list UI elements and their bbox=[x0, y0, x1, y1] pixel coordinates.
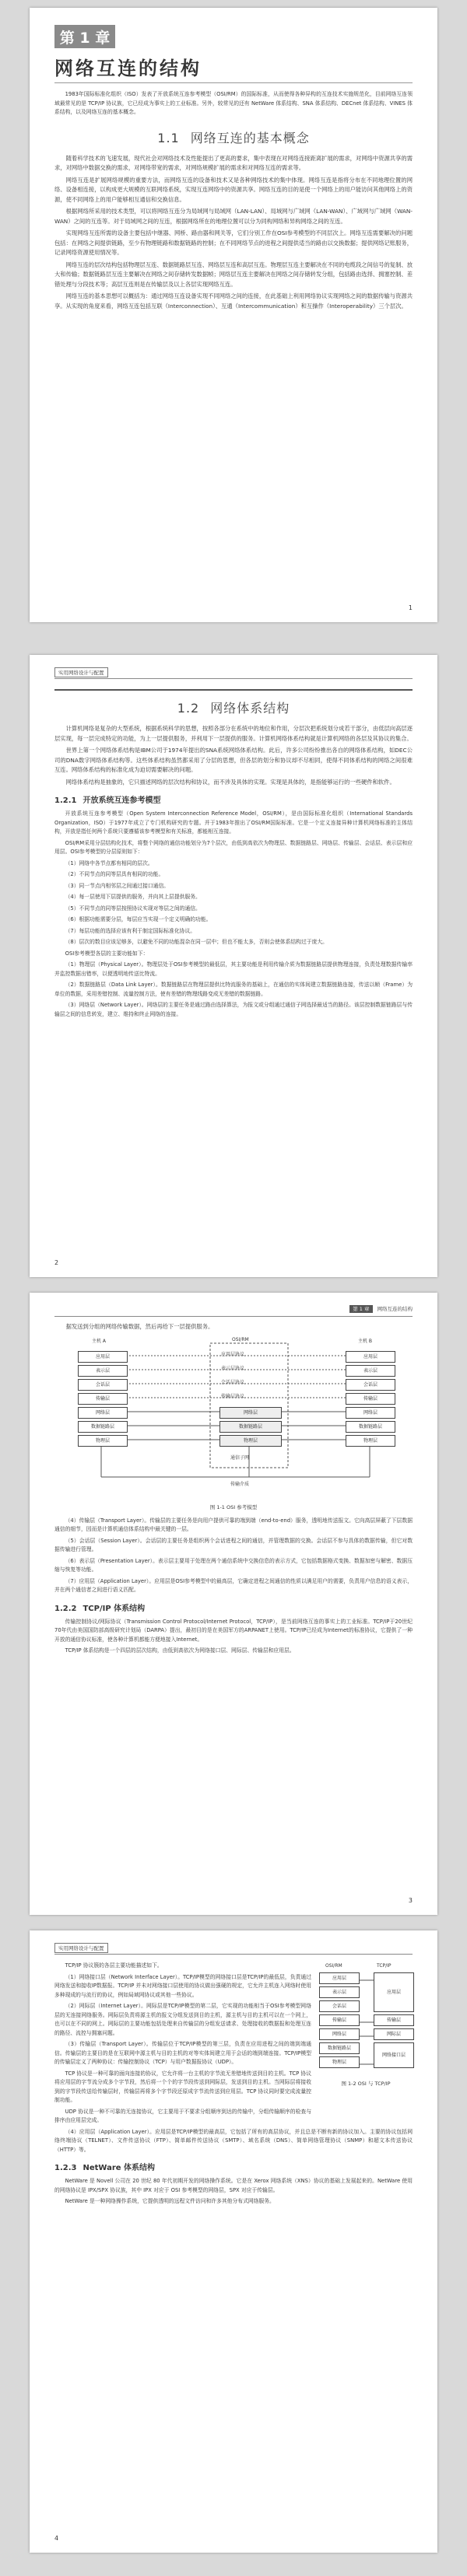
section-number: 1.1 bbox=[157, 130, 180, 145]
protocol-label: 传输层协议 bbox=[221, 1393, 245, 1399]
subnet-label: 通信子网 bbox=[230, 1454, 250, 1461]
paragraph: （6）表示层（Presentation Layer）。表示层主要用于处理在两个通信系统中交换信息的表示方式，它包括数据格式变换、数据加密与解密、数据压缩与恢复等功能。 bbox=[54, 1557, 413, 1573]
header-rule bbox=[54, 1316, 413, 1317]
paragraph: （3）传输层（Transport Layer）。传输层位于TCP/IP模型的第三层，负责在应用进程之间的端到端通信。传输层的主要目的是在互联网中源主机与目的主机的对等实体间建立用于会话的端到端连接。TCP/IP模型的传输层定义了两种协议：传输控制协议（TCP）与用户数据报协议（UDP）。 bbox=[54, 2041, 311, 2065]
subsection-heading bbox=[54, 2161, 413, 2172]
paragraph: （4）传输层（Transport Layer）。传输层的主要任务是向用户提供可靠的端到端（end-to-end）服务，透明地传送报文。它向高层屏蔽了下层数据通信的细节，因而是计算机通信体系结构中最关键的一层。 bbox=[54, 1517, 413, 1532]
list-item: （1）物理层（Physical Layer）。物理层处于OSI参考模型的最低层，其主要功能是利用传输介质为数据链路层提供物理连接，负责处理数据传输率并监控数据出错率，以便透明地传送比特流。 bbox=[54, 961, 413, 977]
paragraph: NetWare 是 Novell 公司在 20 世纪 80 年代初期开发的网络操作系统。它是在 Xerox 网络系统（XNS）协议的基础上发展起来的。NetWare 使用的网络协议是 IPX/SPX 协议族，其中 IPX 对应于 OSI 参考模型的网络层，SPX 对应于传输层。 bbox=[54, 2178, 413, 2193]
host-b-label: 主机 B bbox=[358, 1338, 373, 1344]
subsection-number: 1.2.2 bbox=[54, 1604, 77, 1613]
list-item: （4）每一层使用下层提供的服务，并向其上层提供服务。 bbox=[65, 894, 201, 900]
osi-layer-box: 应用层 bbox=[319, 1972, 360, 1984]
section-top-rule bbox=[54, 689, 413, 691]
list-item: （3）同一节点内相邻层之间通过接口通信。 bbox=[65, 882, 170, 889]
paragraph: 世界上第一个网络体系结构是IBM公司于1974年提出的SNA系统网络体系结构。此后，许多公司纷纷推出各自的网络体系结构，如DEC公司的DNA数字网络体系结构等。这些体系结构虽然都采用了分层的思想，但各层的划分和协议却不尽相同，使得不同体系结构的网络之间很难互连。网络体系结构的标准化成为迫切需要解决的问题。 bbox=[54, 747, 413, 773]
list-item: （2）不同节点的同等层具有相同的功能。 bbox=[65, 871, 164, 877]
paragraph: 网络互连的基本思想可以概括为：通过网络互连设备实现不同网络之间的连接，在此基础上利用网络协议实现网络之间的数据传输与资源共享。从实现的角度来看，网络互连包括互联（Interconnection）、互通（Intercommunication）和互操作（Interoperability）三个层次。 bbox=[54, 292, 413, 310]
paragraph: 计算机网络是复杂的大型系统，根据系统科学的思想，按照各部分在系统中的地位和作用，分层次把系统划分成若干部分，由低层向高层逐层实现，每一层完成特定的功能，为上一层提供服务，并利用下一层提供的服务。计算机网络体系结构就是计算机网络的各层及其协议的集合。 bbox=[54, 725, 413, 742]
chapter-label: 第 1 章 bbox=[54, 25, 115, 48]
paragraph: 根据网络所采用的技术类型，可以将网络互连分为局域网与局域网（LAN-LAN）、局域网与广域网（LAN-WAN）、广域网与广域网（WAN-WAN）之间的互连等。对于局域网之间的互连，根据网络所在的地理位置可以分为同构网络和异构网络之间的互连。 bbox=[54, 208, 413, 225]
page-2-body bbox=[54, 689, 413, 1277]
paragraph: 实现网络互连所需的设备主要包括中继器、网桥、路由器和网关等，它们分别工作在OSI参考模型的不同层次上。网络互连需要解决的问题包括：在网络之间提供链路，至少有物理链路和数据链路的控制；在不同网络节点的进程之间提供适当的路由以交换数据；提供网络记账服务，记录网络资源使用情况等。 bbox=[54, 229, 413, 256]
page-number: 2 bbox=[54, 1259, 59, 1266]
osi-layer-box: 数据链路层 bbox=[319, 2042, 360, 2054]
osi-layer-box: 数据链路层 bbox=[346, 1421, 395, 1433]
paragraph: （7）应用层（Application Layer）。应用层是OSI参考模型中的最高层，它确定进程之间通信的性质以满足用户的需要，负责用户信息的语义表示，并在两个通信者之间进行语义匹配。 bbox=[54, 1577, 413, 1593]
paragraph: （5）会话层（Session Layer）。会话层的主要任务是组织两个会话进程之间的通信，并管理数据的交换。会话层不参与具体的数据传输，但它对数据传输进行管理。 bbox=[54, 1537, 413, 1552]
list-item: （7）每层功能的选择应该有利于制定国际标准化协议。 bbox=[65, 927, 196, 934]
osi-layer-box: 网络层 bbox=[78, 1407, 128, 1419]
subsection-title: 开放系统互连参考模型 bbox=[83, 796, 161, 805]
subnet-layer-box: 网络层 bbox=[219, 1407, 282, 1419]
list-item: （2）数据链路层（Data Link Layer）。数据链路层在物理层提供比特流服务的基础上，在通信的实体间建立数据链路连接，传送以帧（Frame）为单位的数据，采用差错控制、流量控制方法，使有差错的物理线路变成无差错的数据链路。 bbox=[54, 982, 413, 997]
host-a-label: 主机 A bbox=[92, 1338, 107, 1344]
osi-layer-box: 网络层 bbox=[346, 1407, 395, 1419]
header-chapter: 第 1 章 bbox=[349, 1305, 372, 1313]
list-item: （5）不同节点的同等层按照协议实现对等层之间的通信。 bbox=[65, 905, 201, 912]
list-item: （8）层次的数目应该足够多，以避免不同的功能混杂在同一层中；但也不能太多，否则会使体系结构过于庞大。 bbox=[65, 939, 328, 945]
osi-layer-box: 会话层 bbox=[319, 2000, 360, 2012]
tcpip-label: TCP/IP bbox=[377, 1963, 392, 1969]
osi-layer-box: 表示层 bbox=[78, 1365, 128, 1377]
osi-layer-box: 物理层 bbox=[319, 2056, 360, 2068]
paragraph: TCP 协议是一种可靠的面向连接的协议，它允许将一台主机的字节流无差错地传送到目的主机。TCP 协议将应用层的字节流分成多个字节段，然后将一个个的字节段传送到网际层，发送到目的主机。当网际层将接收到的字节段传送给传输层时，传输层再将多个字节段还原成字节流传送到应用层。TCP 协议同时要完成流量控制功能。 bbox=[54, 2070, 311, 2103]
tcpip-layer-box: 网际层 bbox=[374, 2028, 414, 2040]
paragraph: 网络体系结构是抽象的，它只描述网络的层次结构和协议，而不涉及具体的实现。实现是具体的，是指能够运行的一些硬件和软件。 bbox=[65, 778, 395, 786]
subsection-title: NetWare 体系结构 bbox=[83, 2164, 156, 2172]
section-number: 1.2 bbox=[177, 701, 200, 716]
protocol-label: 应用层协议 bbox=[221, 1351, 245, 1357]
running-header: 实用网络设计与配置 bbox=[54, 667, 108, 677]
osi-layer-box: 应用层 bbox=[78, 1351, 128, 1363]
osi-layer-box: 传输层 bbox=[78, 1393, 128, 1405]
subnet-layer-box: 物理层 bbox=[219, 1435, 282, 1447]
header-title: 网络互连的结构 bbox=[377, 1306, 413, 1312]
header-rule bbox=[54, 1954, 413, 1955]
osi-layer-box: 物理层 bbox=[78, 1435, 128, 1447]
osi-layer-box: 会话层 bbox=[346, 1379, 395, 1391]
paragraph: 据发送到分组的网络传输数据，然后再给下一层提供服务。 bbox=[65, 1323, 214, 1330]
chapter-title: 网络互连的结构 bbox=[54, 58, 202, 79]
osi-layer-box: 传输层 bbox=[346, 1393, 395, 1405]
paragraph: NetWare 是一种网络操作系统，它提供透明的远程文件访问和许多其他分布式网络服务。 bbox=[65, 2198, 275, 2204]
osi-layer-box: 网络层 bbox=[319, 2028, 360, 2040]
osi-layer-box: 表示层 bbox=[319, 1986, 360, 1998]
paragraph: TCP/IP 协议簇的各层主要功能描述如下。 bbox=[65, 1962, 163, 1969]
running-header: 实用网络设计与配置 bbox=[54, 1943, 108, 1953]
section-heading bbox=[54, 698, 413, 716]
page-3-body bbox=[54, 1322, 413, 1915]
page-1-body bbox=[54, 90, 413, 622]
osi-label: OSI/RM bbox=[325, 1963, 342, 1969]
subsection-heading bbox=[54, 1601, 413, 1613]
tcpip-layer-box: 传输层 bbox=[374, 2014, 414, 2026]
paragraph: 随着科学技术的飞速发展，现代社会对网络技术及性能提出了更高的要求，集中表现在对网络连接距离扩展的需求，对网络中资源共享的需求，对网络中数据交换的需求，对网络带宽的需求，对网络规模扩展的需求和对网络互连的需求等。 bbox=[54, 154, 413, 171]
page-number: 1 bbox=[408, 604, 413, 611]
paragraph: 传输控制协议/网际协议（Transmission Control Protocol/Internet Protocol，TCP/IP），是当前网络互连的事实上的工业标准。TCP/IP于20世纪70年代由美国国防部高级研究计划局（DARPA）提出，最初目的是在美国军方的ARPANET上使用。TCP/IP已经成为Internet的标准协议，它提供了一种开放的通信协议标准，使各种计算机都能方便地接入Internet。 bbox=[54, 1618, 413, 1643]
paragraph: 开放系统互连参考模型（Open System Interconnection Reference Model，OSI/RM），是由国际标准化组织（International Standards Organization，ISO）于1977年成立了专门机构研究的专题。并于1983年推出了OSI/RM国际标准。它是一个定义连接异种计算机网络标准的主体结构，开放是指任何两个系统只要遵循该参考模型和有关标准，都能相互连接。 bbox=[54, 810, 413, 835]
subsection-title: TCP/IP 体系结构 bbox=[83, 1604, 146, 1613]
section-heading bbox=[54, 128, 413, 146]
paragraph: TCP/IP 体系结构是一个四层的层次结构，由低到高依次为网络接口层、网际层、传输层和应用层。 bbox=[65, 1647, 295, 1654]
section-title: 网络互连的基本概念 bbox=[190, 130, 310, 145]
osi-rm-label: OSI/RM bbox=[232, 1336, 249, 1342]
osi-layer-box: 物理层 bbox=[346, 1435, 395, 1447]
running-header bbox=[349, 1305, 413, 1312]
paragraph: 网络互连的层次结构包括物理层互连、数据链路层互连、网络层互连和高层互连。物理层互连主要解决在不同的电缆段之间信号的复制、放大和传输；数据链路层互连主要解决在网络之间存储转发数据帧；网络层互连主要解决在网络之间存储转发分组，包括路由选择、拥塞控制、差错处理与分段技术等；高层互连则是在传输层及以上各层实现网络互连。 bbox=[54, 261, 413, 288]
paragraph: 网络互连是扩展网络规模的重要方法，而网络互连的设备和技术又是各种网络技术的集中体现。网络互连是指将分布在不同地理位置的网络、设备相连接，以构成更大规模的互联网络系统，实现互连网络中的资源共享。网络互连的目的是使一个网络上的用户能访问其他网络上的资源，使不同网络上的用户能够相互通信和交换信息。 bbox=[54, 176, 413, 203]
section-title: 网络体系结构 bbox=[210, 701, 290, 716]
osi-layer-box: 会话层 bbox=[78, 1379, 128, 1391]
tcpip-layer-box: 网络接口层 bbox=[374, 2042, 414, 2068]
paragraph: （1）网络接口层（Network Interface Layer）。TCP/IP模型的网络接口层是TCP/IP的最低层，负责通过网络发送和接收IP数据报。TCP/IP 并未对网络接口层使用的协议做出强硬的规定，它允许主机连入网络时使用多种现成的与流行的协议，例如局域网协议或其他一些协议。 bbox=[54, 1973, 311, 1998]
page-2 bbox=[30, 655, 437, 1277]
paragraph: OSI参考模型各层的主要功能如下： bbox=[65, 950, 149, 957]
page-number: 4 bbox=[54, 2535, 59, 2542]
osi-diagram bbox=[54, 1337, 413, 1500]
page-4-body bbox=[54, 1962, 413, 2553]
subsection-number: 1.2.3 bbox=[54, 2164, 77, 2172]
list-item: （3）网络层（Network Layer）。网络层的主要任务是通过路由选择算法，为报文或分组通过通信子网选择最适当的路径。该层控制数据链路层与传输层之间的信息转发，建立、维持和终止网络的连接。 bbox=[54, 1002, 413, 1017]
list-item: （1）网络中各节点都有相同的层次。 bbox=[65, 859, 153, 866]
subsection-number: 1.2.1 bbox=[54, 796, 77, 805]
chapter-rule bbox=[54, 82, 413, 83]
osi-layer-box: 表示层 bbox=[346, 1365, 395, 1377]
medium-label: 传输介质 bbox=[230, 1481, 250, 1487]
chapter-intro: 1983年国际标准化组织（ISO）发表了开放系统互连参考模型（OSI/RM）的国际标准，从而使得各种异构的互连技术实施规范化，目前网络互连领域最常见的是 TCP/IP 协议族，它已经成为事实上的工业标准。另外，较常见的还有 NetWare 体系结构、SNA 体系结构、DECnet 体系结构、VINES 体系结构，以及网络互连的基本概念。 bbox=[54, 91, 413, 115]
page-number: 3 bbox=[408, 1897, 413, 1904]
protocol-label: 会话层协议 bbox=[221, 1379, 245, 1385]
subnet-layer-box: 数据链路层 bbox=[219, 1421, 282, 1433]
tcpip-layer-box: 应用层 bbox=[374, 1972, 414, 2012]
page-3 bbox=[30, 1293, 437, 1915]
paragraph: （2）网际层（Internet Layer）。网际层是TCP/IP模型的第二层，它实现的功能相当于OSI参考模型网络层的无连接网络服务。网际层负责将源主机的报文分组发送到目的主机，源主机与目的主机可以在一个网上，也可以在不同的网上。网际层的主要功能包括处理来自传输层的分组发送请求、处理接收的数据报和处理互连的路径、流控与拥塞问题。 bbox=[54, 2003, 311, 2036]
osi-tcpip-figure bbox=[319, 1962, 413, 2117]
osi-layer-box: 数据链路层 bbox=[78, 1421, 128, 1433]
paragraph: UDP 协议是一种不可靠的无连接协议，它主要用于不要求分组顺序到达的传输中，分组传输顺序的检查与排序由应用层完成。 bbox=[54, 2108, 311, 2123]
list-item: （6）根据功能需要分层，每层应当实现一个定义明确的功能。 bbox=[65, 916, 212, 922]
osi-layer-box: 应用层 bbox=[346, 1351, 395, 1363]
figure-caption: 图 1-1 OSI 参考模型 bbox=[209, 1503, 258, 1510]
subsection-heading bbox=[54, 793, 413, 805]
protocol-label: 表示层协议 bbox=[221, 1365, 245, 1371]
header-rule bbox=[54, 678, 413, 679]
paragraph: （4）应用层（Application Layer）。应用层是TCP/IP模型的最高层，它包括了所有的高层协议，并且总是不断有新的协议加入。主要的协议包括网络终端协议（TELNET）、文件传送协议（FTP）、简单邮件传送协议（SMTP）、域名系统（DNS）、简单网络管理协议（SNMP）和超文本传送协议（HTTP）等。 bbox=[54, 2128, 413, 2153]
page-4 bbox=[30, 1930, 437, 2553]
paragraph: OSI/RM采用分层结构化技术，将整个网络的通信功能划分为7个层次，由低到高依次为物理层、数据链路层、网络层、传输层、会话层、表示层和应用层。OSI参考模型的分层原则如下： bbox=[54, 839, 413, 855]
page-1 bbox=[30, 8, 437, 622]
osi-layer-box: 传输层 bbox=[319, 2014, 360, 2026]
figure-caption: 图 1-2 OSI 与 TCP/IP bbox=[341, 2081, 391, 2087]
